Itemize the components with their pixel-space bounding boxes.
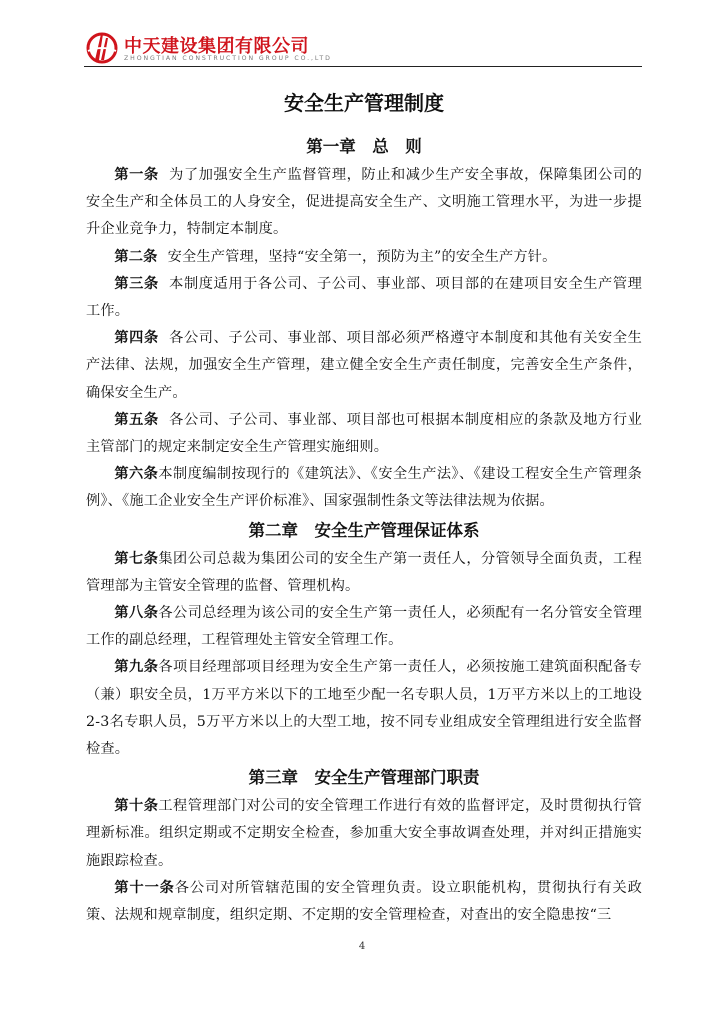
article-label: 第二条 [114,248,158,265]
article-label: 第三条 [114,275,159,292]
article-10 [86,793,642,875]
article-text: 各公司、子公司、事业部、项目部必须严格遵守本制度和其他有关安全生产法律、法规，加强安全生产管理，建立健全安全生产责任制度，完善安全生产条件，确保安全生产。 [86,330,642,401]
article-1 [86,162,642,244]
document-title: 安全生产管理制度 [284,91,444,115]
article-text: 各公司、子公司、事业部、项目部也可根据本制度相应的条款及地方行业主管部门的规定来制定安全生产管理实施细则。 [86,411,642,456]
company-name: 中天建设集团有限公司 [124,36,309,57]
chapter-heading: 第二章 安全生产管理保证体系 [248,520,480,540]
page-number: 4 [358,941,366,952]
article-3 [86,271,642,325]
company-name-english: ZHONGTIAN CONSTRUCTION GROUP CO.,LTD [124,55,332,62]
article-label: 第六条 [114,466,159,483]
article-2 [86,244,642,271]
article-label: 第九条 [114,659,159,676]
article-label: 第四条 [114,330,159,347]
chapter-heading: 第三章 安全生产管理部门职责 [248,768,480,788]
article-label: 第一条 [114,167,159,183]
article-11 [86,875,642,929]
article-8 [86,600,642,654]
document-body [86,82,642,929]
article-text: 工程管理部门对公司的安全管理工作进行有效的监督评定，及时贯彻执行管理新标准。组织定期或不定期安全检查，参加重大安全事故调查处理，并对纠正措施实施跟踪检查。 [86,798,642,869]
article-5 [86,407,642,461]
article-text: 安全生产管理，坚持“安全第一，预防为主”的安全生产方针。 [167,248,557,265]
article-label: 第十条 [114,798,159,815]
chapter-heading: 第一章 总 则 [306,137,422,156]
company-logo-icon [86,30,118,64]
article-9 [86,654,642,763]
article-label: 第八条 [114,605,159,622]
header-divider [84,66,642,67]
article-text: 各公司总经理为该公司的安全生产第一责任人，必须配有一名分管安全管理工作的副总经理，工程管理处主管安全管理工作。 [86,605,642,649]
article-text: 各项目经理部项目经理为安全生产第一责任人，必须按施工建筑面积配备专（兼）职安全员，1万平方米以下的工地至少配一名专职人员，1万平方米以上的工地设2-3名专职人员，5万平方米以上的大型工地，按不同专业组成安全管理组进行安全监督检查。 [86,659,642,758]
article-7 [86,546,642,600]
article-label: 第十一条 [114,879,175,896]
article-text: 各公司对所管辖范围的安全管理负责。设立职能机构，贯彻执行有关政策、法规和规章制度，组织定期、不定期的安全管理检查，对查出的安全隐患按“三 [86,879,643,924]
article-text: 本制度编制按现行的《建筑法》、《安全生产法》、《建设工程安全生产管理条例》、《施工企业安全生产评价标准》、国家强制性条文等法律法规为依据。 [86,466,642,510]
article-label: 第七条 [114,550,159,567]
article-text: 本制度适用于各公司、子公司、事业部、项目部的在建项目安全生产管理工作。 [86,275,642,320]
page-header [86,28,642,68]
article-label: 第五条 [114,411,159,428]
article-6 [86,461,642,515]
article-text: 集团公司总裁为集团公司的安全生产第一责任人，分管领导全面负责，工程管理部为主管安全管理的监督、管理机构。 [86,550,642,594]
article-text: 为了加强安全生产监督管理，防止和减少生产安全事故，保障集团公司的安全生产和全体员工的人身安全，促进提高安全生产、文明施工管理水平，为进一步提升企业竞争力，特制定本制度。 [86,167,642,238]
article-4 [86,325,642,407]
